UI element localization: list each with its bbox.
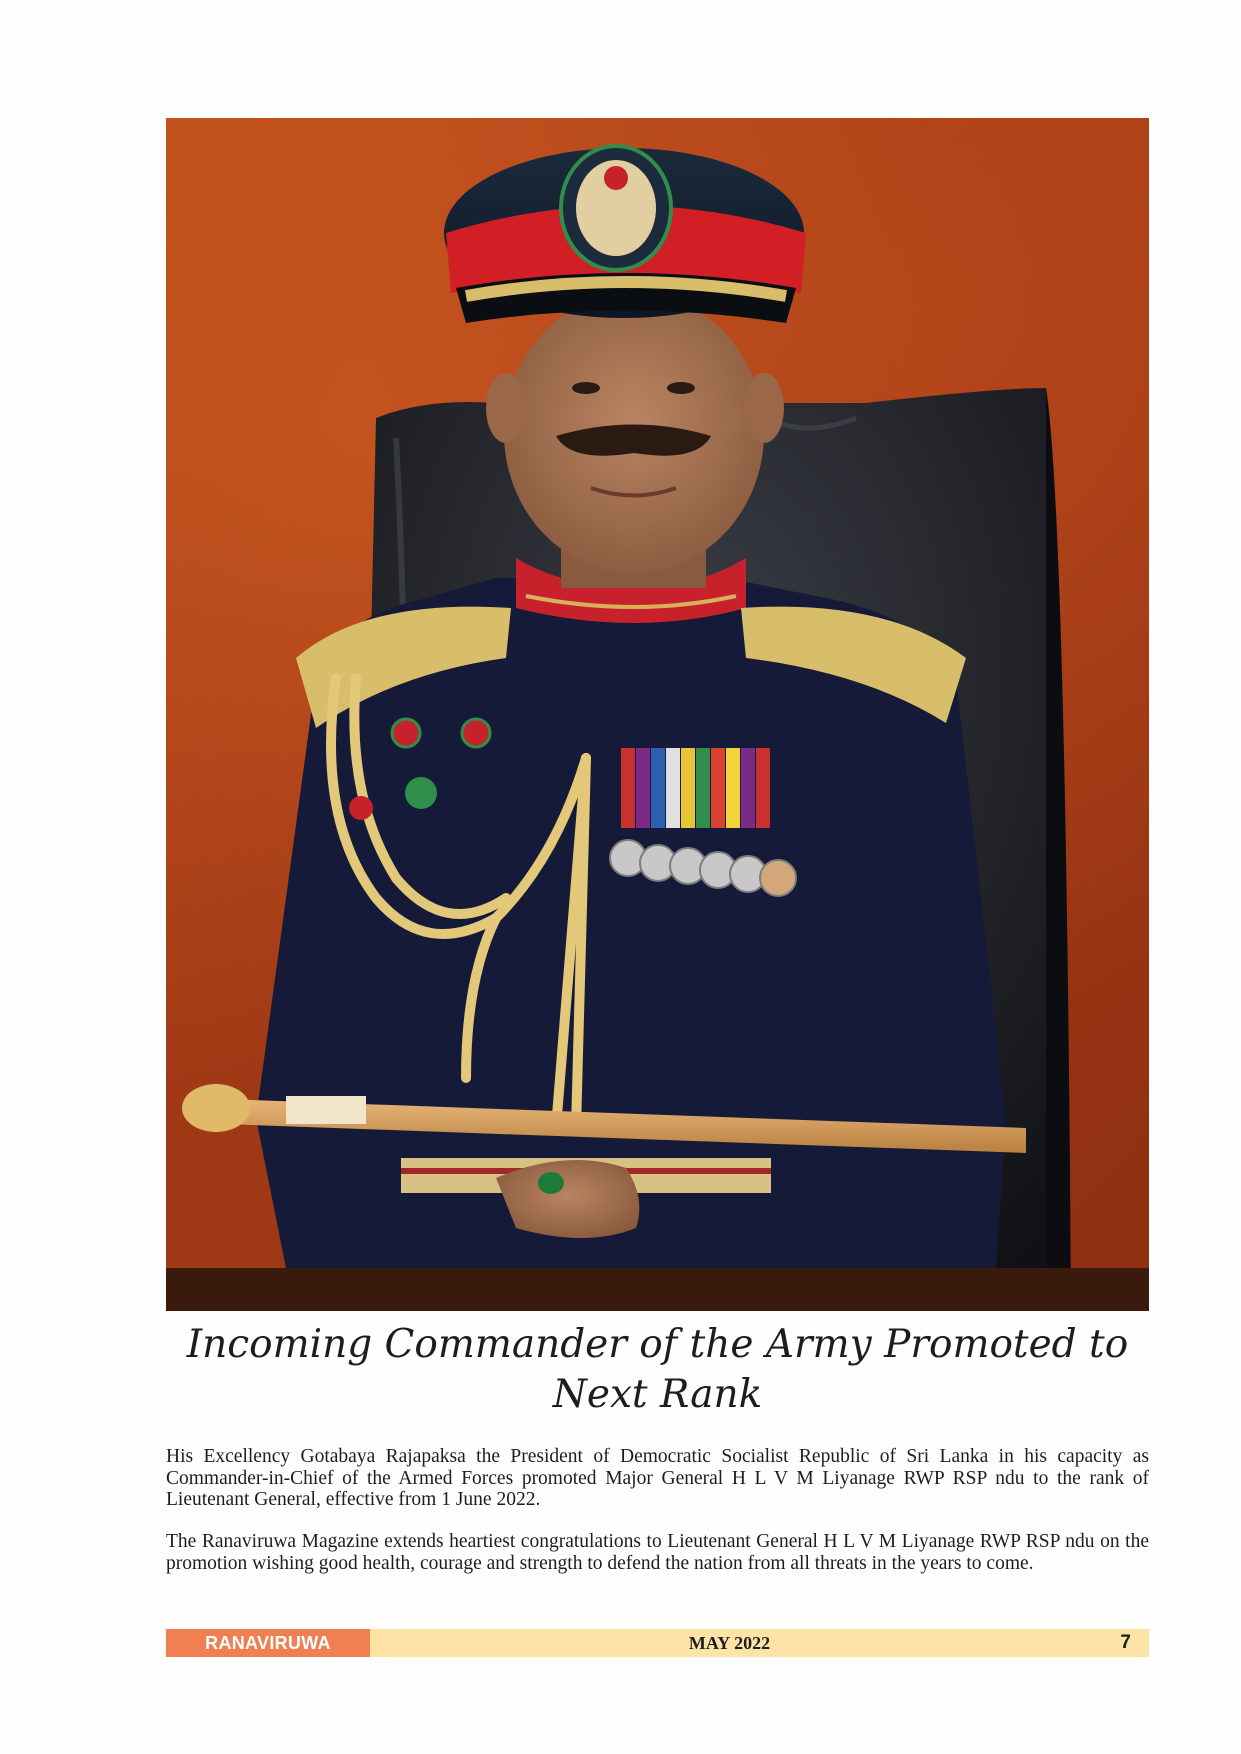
footer-date: MAY 2022 xyxy=(688,1633,771,1653)
portrait-photo xyxy=(166,118,1149,1311)
ring-icon xyxy=(538,1172,564,1194)
peaked-cap xyxy=(444,146,806,323)
article-paragraph: His Excellency Gotabaya Rajapaksa the President of Democratic Socialist Republic of Sri Lanka in his capacity as Commander-in-Chief of the Armed Forces promoted Major General H L V M Liyanage RWP RSP ndu to the rank of Lieutenant General, effective from 1 June 2022. xyxy=(166,1446,1149,1510)
uniform xyxy=(256,558,1006,1268)
hand xyxy=(496,1160,639,1238)
article-paragraph: The Ranaviruwa Magazine extends heartiest congratulations to Lieutenant General H L V M Liyanage RWP RSP ndu on the promotion wishing good health, courage and strength to defend the nation from all threats in the years to come. xyxy=(166,1531,1149,1574)
article-headline: Incoming Commander of the Army Promoted to Next Rank xyxy=(186,1322,1129,1417)
footer-brand: RANAVIRUWA xyxy=(166,1629,370,1657)
page-number: 7 xyxy=(1120,1632,1131,1653)
desk xyxy=(166,1268,1149,1311)
page-footer xyxy=(166,1629,1149,1657)
